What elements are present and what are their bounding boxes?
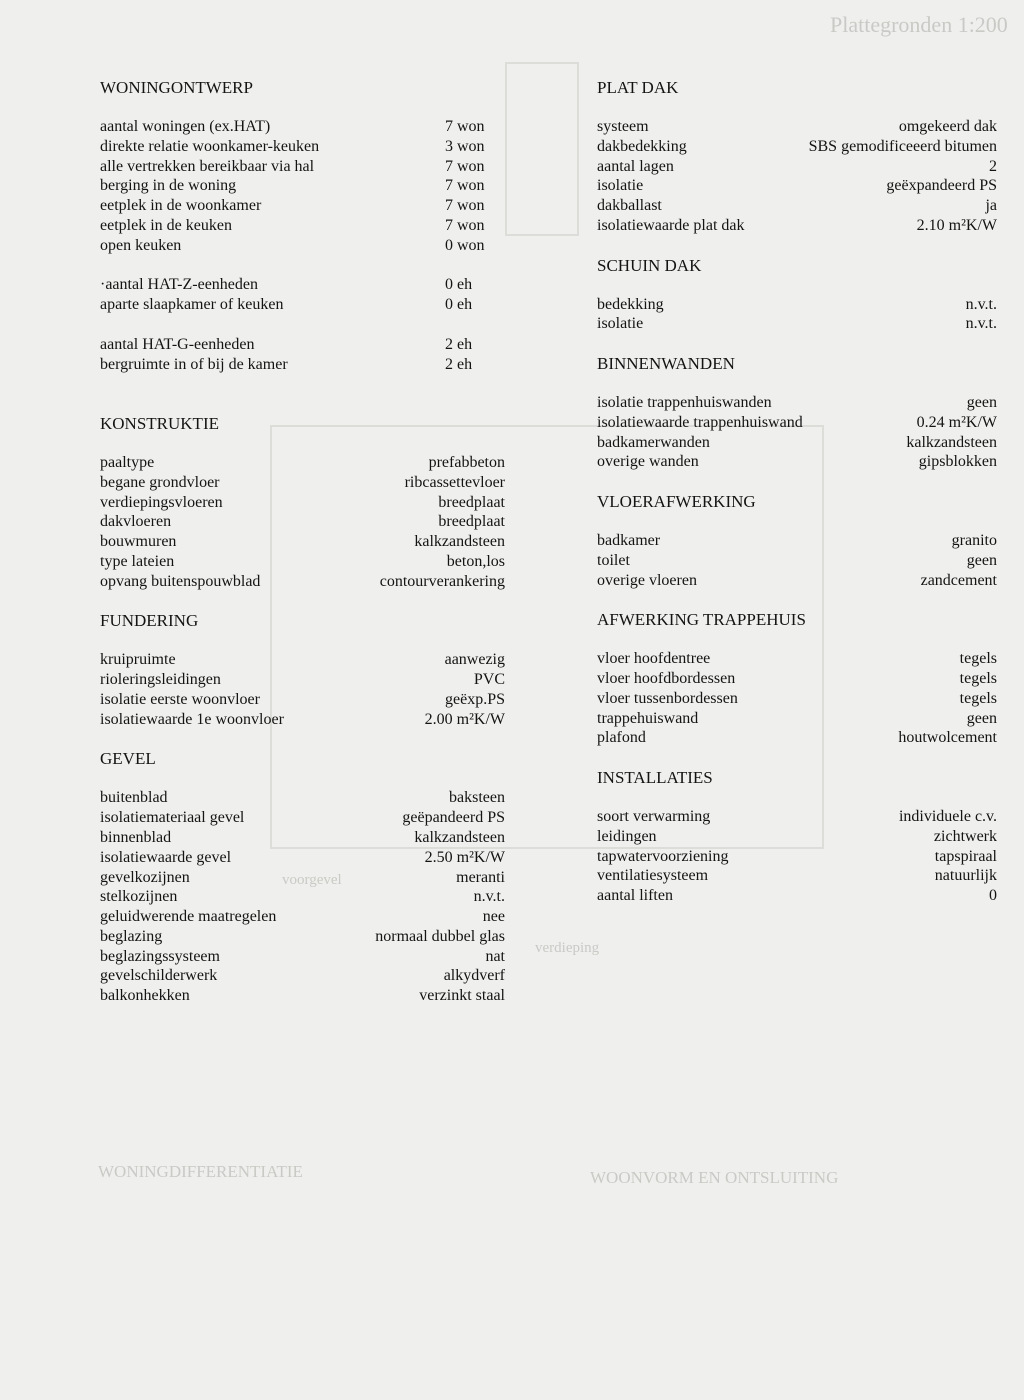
spec-row: [597, 689, 997, 709]
spec-label: open keuken: [100, 236, 182, 254]
spec-row: [597, 669, 997, 689]
spec-label: leidingen: [597, 827, 657, 845]
section-vloerafwerking: [597, 492, 997, 590]
spec-value: beton,los: [446, 552, 505, 570]
spec-row: [597, 886, 997, 906]
spec-value: 2.50 m²K/W: [424, 848, 505, 866]
spec-label: beglazing: [100, 927, 163, 945]
spec-value: kalkzandsteen: [906, 433, 997, 451]
section-schuin-dak: [597, 256, 997, 335]
spec-value: natuurlijk: [934, 867, 997, 885]
spec-label: isolatiewaarde trappenhuiswand: [597, 413, 803, 431]
spec-row: [100, 512, 505, 532]
spec-label: overige wanden: [597, 453, 699, 471]
spec-row: [597, 295, 997, 315]
spec-row: [100, 887, 505, 907]
spec-value: 2.00 m²K/W: [424, 710, 505, 728]
spec-label: opvang buitenspouwblad: [100, 572, 261, 590]
spec-row: [100, 473, 505, 493]
spec-label: aantal lagen: [597, 157, 674, 175]
section-afwerking-trappehuis: [597, 610, 997, 748]
spec-row: [597, 807, 997, 827]
spec-label: ·aantal HAT-Z-eenheden: [100, 276, 258, 294]
spec-label: verdiepingsvloeren: [100, 493, 223, 511]
spec-label: paaltype: [100, 453, 155, 471]
spec-row: [100, 216, 505, 236]
spec-value: 7 won: [445, 197, 485, 215]
heading-vloerafwerking: VLOERAFWERKING: [597, 491, 756, 511]
right-column: [597, 78, 997, 906]
spec-value: ja: [985, 197, 997, 215]
spec-value: granito: [951, 531, 997, 549]
spec-label: tapwatervoorziening: [597, 847, 729, 865]
spec-row: [100, 690, 505, 710]
spec-label: beglazingssysteem: [100, 947, 220, 965]
spec-value: tegels: [959, 669, 997, 687]
spec-row: [597, 413, 997, 433]
spec-row: [100, 236, 505, 256]
spec-label: direkte relatie woonkamer-keuken: [100, 137, 320, 155]
spec-row: [597, 137, 997, 157]
spec-row: [597, 827, 997, 847]
heading-installaties: INSTALLATIES: [597, 767, 713, 787]
section-gevel: [100, 749, 505, 1006]
heading-binnenwanden: BINNENWANDEN: [597, 353, 735, 373]
spec-label: buitenblad: [100, 789, 168, 807]
spec-value: ribcassettevloer: [404, 473, 505, 491]
section-woningontwerp: [100, 78, 505, 374]
heading-plat-dak: PLAT DAK: [597, 78, 679, 97]
heading-gevel: GEVEL: [100, 749, 156, 769]
spec-row: [100, 532, 505, 552]
spec-row: [100, 966, 505, 986]
spec-value: 2 eh: [445, 355, 473, 373]
spec-row: [597, 531, 997, 551]
spec-row: [597, 728, 997, 748]
spec-label: bergruimte in of bij de kamer: [100, 355, 288, 373]
spec-value: geëxpandeerd PS: [886, 177, 997, 195]
spec-value: nat: [485, 947, 505, 965]
spec-row: [100, 552, 505, 572]
spec-row: [597, 314, 997, 334]
spec-label: isolatie: [597, 315, 644, 333]
ghost-caption-verdieping: verdieping: [535, 940, 600, 956]
ghost-floorplan-top: [505, 62, 579, 236]
spec-label: aantal liften: [597, 887, 673, 905]
spec-label: isolatie eerste woonvloer: [100, 690, 260, 708]
spec-label: isolatie trappenhuiswanden: [597, 393, 772, 411]
spec-row: [100, 157, 505, 177]
spec-label: stelkozijnen: [100, 888, 178, 906]
spec-value: breedplaat: [438, 513, 505, 531]
spec-label: plafond: [597, 729, 646, 747]
spec-row: [100, 117, 505, 137]
spec-label: aantal woningen (ex.HAT): [100, 118, 271, 135]
spec-row: [597, 433, 997, 453]
ghost-title-top-right: Plattegronden 1:200: [830, 12, 1008, 37]
spec-label: vloer hoofdentree: [597, 650, 711, 668]
ghost-title-bottom-left: WONINGDIFFERENTIATIE: [98, 1162, 303, 1181]
spec-label: isolatiewaarde gevel: [100, 848, 232, 866]
spec-value: geëpandeerd PS: [402, 809, 505, 827]
section-installaties: [597, 768, 997, 906]
left-column: [100, 78, 505, 1006]
spec-label: isolatiewaarde plat dak: [597, 216, 745, 234]
spec-value: alkydverf: [443, 967, 505, 985]
spec-label: kruipruimte: [100, 651, 176, 669]
spec-value: 7 won: [445, 118, 485, 135]
spec-row: [597, 649, 997, 669]
spec-label: overige vloeren: [597, 571, 697, 589]
spec-value: prefabbeton: [428, 453, 505, 471]
spec-row: [100, 710, 505, 730]
spec-value: SBS gemodificeeerd bitumen: [808, 137, 997, 155]
heading-fundering: FUNDERING: [100, 611, 199, 631]
spec-value: 2.10 m²K/W: [916, 216, 997, 234]
spec-value: gipsblokken: [918, 453, 997, 471]
spec-value: nee: [482, 908, 505, 926]
spec-row: [597, 847, 997, 867]
spec-label: trappehuiswand: [597, 709, 699, 727]
spec-label: systeem: [597, 118, 649, 135]
spec-value: 0 eh: [445, 276, 473, 294]
spec-row: [597, 866, 997, 886]
spec-value: geen: [966, 551, 997, 569]
spec-row: [597, 196, 997, 216]
spec-row: [100, 137, 505, 157]
spec-row: [100, 650, 505, 670]
spec-value: n.v.t.: [473, 888, 505, 906]
spec-row: [100, 947, 505, 967]
spec-value: aanwezig: [444, 651, 505, 669]
spec-value: 7 won: [445, 177, 485, 195]
section-konstruktie: [100, 414, 505, 592]
spec-label: gevelkozijnen: [100, 868, 190, 886]
section-plat-dak: [597, 78, 997, 236]
spec-label: isolatie: [597, 177, 644, 195]
spec-label: gevelschilderwerk: [100, 967, 218, 985]
spec-label: dakballast: [597, 197, 662, 215]
heading-woningontwerp: WONINGONTWERP: [100, 78, 253, 97]
spec-label: isolatiewaarde 1e woonvloer: [100, 710, 284, 728]
spec-row: [100, 808, 505, 828]
spec-value: normaal dubbel glas: [375, 927, 505, 945]
spec-label: eetplek in de keuken: [100, 216, 232, 234]
spec-row: [100, 986, 505, 1006]
spec-row: [100, 927, 505, 947]
spec-label: vloer hoofdbordessen: [597, 669, 736, 687]
ghost-title-bottom-right: WOONVORM EN ONTSLUITING: [590, 1168, 839, 1187]
spec-value: meranti: [456, 868, 505, 886]
spec-label: dakvloeren: [100, 513, 172, 531]
spec-label: soort verwarming: [597, 807, 711, 825]
ghost-caption-voorgevel: voorgevel: [282, 872, 342, 888]
spec-label: badkamerwanden: [597, 433, 710, 451]
spec-value: houtwolcement: [898, 729, 997, 747]
spec-label: begane grondvloer: [100, 473, 220, 491]
spec-row: [597, 216, 997, 236]
section-binnenwanden: [597, 354, 997, 472]
spec-value: 2: [989, 157, 997, 175]
spec-value: 3 won: [445, 137, 485, 155]
spec-row: [100, 868, 505, 888]
spec-row: [100, 670, 505, 690]
spec-value: individuele c.v.: [898, 807, 997, 825]
spec-label: binnenblad: [100, 828, 172, 846]
spec-row: [100, 828, 505, 848]
spec-value: tegels: [959, 650, 997, 668]
spec-row: [100, 907, 505, 927]
spec-row: [100, 196, 505, 216]
spec-label: aparte slaapkamer of keuken: [100, 296, 284, 314]
spec-value: 7 won: [445, 157, 485, 175]
spec-row: [597, 452, 997, 472]
spec-value: 0: [989, 887, 997, 905]
spec-label: alle vertrekken bereikbaar via hal: [100, 157, 315, 175]
spec-row: [597, 709, 997, 729]
spec-label: eetplek in de woonkamer: [100, 197, 262, 215]
spec-label: bedekking: [597, 295, 664, 313]
spec-label: rioleringsleidingen: [100, 671, 221, 689]
spec-row: [100, 355, 505, 375]
spec-value: 0.24 m²K/W: [916, 413, 997, 431]
spec-label: type lateien: [100, 552, 175, 570]
spec-row: [100, 493, 505, 513]
spec-row: [597, 117, 997, 137]
spec-value: kalkzandsteen: [414, 828, 505, 846]
section-fundering: [100, 611, 505, 729]
spec-label: toilet: [597, 551, 630, 569]
spec-value: omgekeerd dak: [898, 118, 997, 135]
spec-value: geen: [966, 393, 997, 411]
spec-value: 0 won: [445, 236, 485, 254]
spec-value: tegels: [959, 689, 997, 707]
spec-label: bouwmuren: [100, 533, 177, 551]
spec-label: geluidwerende maatregelen: [100, 908, 277, 926]
spec-label: ventilatiesysteem: [597, 867, 709, 885]
spec-row: [100, 788, 505, 808]
spec-value: verzinkt staal: [419, 987, 505, 1005]
spec-row: [597, 571, 997, 591]
spec-row: [100, 572, 505, 592]
spec-row: [100, 453, 505, 473]
spec-label: berging in de woning: [100, 177, 237, 195]
spec-row: [100, 275, 505, 295]
spec-label: aantal HAT-G-eenheden: [100, 335, 255, 353]
spec-label: vloer tussenbordessen: [597, 689, 738, 707]
spec-row: [597, 157, 997, 177]
spec-value: zichtwerk: [933, 827, 997, 845]
spec-label: isolatiemateriaal gevel: [100, 809, 245, 827]
spec-value: kalkzandsteen: [414, 533, 505, 551]
spec-row: [597, 176, 997, 196]
spec-value: 0 eh: [445, 296, 473, 314]
spec-value: contourverankering: [379, 572, 505, 590]
spec-label: balkonhekken: [100, 987, 190, 1005]
spec-value: geëxp.PS: [445, 690, 505, 708]
spec-value: breedplaat: [438, 493, 505, 511]
spec-value: 7 won: [445, 216, 485, 234]
spec-row: [597, 551, 997, 571]
spec-value: 2 eh: [445, 335, 473, 353]
spec-value: zandcement: [920, 571, 997, 589]
spec-value: baksteen: [449, 789, 505, 807]
spec-value: n.v.t.: [965, 315, 997, 333]
spec-row: [100, 176, 505, 196]
spec-value: n.v.t.: [965, 295, 997, 313]
heading-schuin-dak: SCHUIN DAK: [597, 255, 702, 275]
spec-label: badkamer: [597, 531, 661, 549]
spec-label: dakbedekking: [597, 137, 687, 155]
heading-konstruktie: KONSTRUKTIE: [100, 413, 219, 433]
spec-row: [100, 295, 505, 315]
heading-afwerking-trappehuis: AFWERKING TRAPPEHUIS: [597, 610, 806, 630]
spec-row: [597, 393, 997, 413]
spec-value: PVC: [473, 671, 505, 689]
spec-row: [100, 848, 505, 868]
spec-value: geen: [966, 709, 997, 727]
spec-value: tapspiraal: [934, 847, 997, 865]
spec-row: [100, 335, 505, 355]
